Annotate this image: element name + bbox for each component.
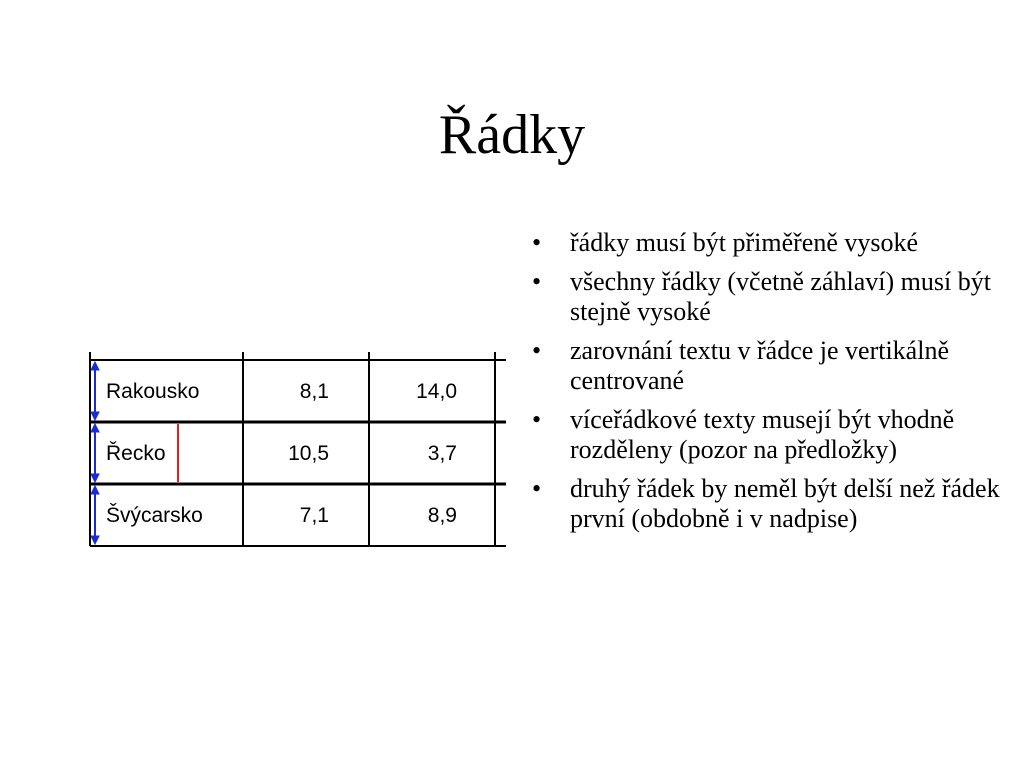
table-cell-country: Řecko bbox=[106, 442, 166, 465]
table-cell-value: 10,5 bbox=[288, 442, 329, 465]
row-height-arrow-icon bbox=[91, 362, 99, 420]
table-cell-country: Švýcarsko bbox=[106, 504, 203, 527]
bullet-text: zarovnání textu v řádce je vertikálně centrované bbox=[570, 336, 949, 395]
table-cell-value: 14,0 bbox=[416, 380, 457, 403]
table-cell-value: 8,1 bbox=[299, 380, 329, 403]
bullet-item bbox=[530, 228, 1010, 258]
bullet-item bbox=[530, 474, 1010, 534]
bullet-dot-icon: • bbox=[532, 474, 542, 503]
table-cell-country: Rakousko bbox=[106, 380, 200, 403]
bullet-list bbox=[530, 228, 1010, 543]
bullet-dot-icon: • bbox=[532, 228, 542, 257]
table-cell-value: 7,1 bbox=[299, 504, 329, 527]
table-cell-value: 8,9 bbox=[427, 504, 457, 527]
row-height-arrow-icon bbox=[91, 486, 99, 544]
bullet-dot-icon: • bbox=[532, 267, 542, 296]
bullet-text: víceřádkové texty musejí být vhodně rozděleny (pozor na předložky) bbox=[570, 405, 955, 464]
bullet-text: druhý řádek by neměl být delší než řádek první (obdobně i v nadpise) bbox=[570, 474, 1000, 533]
table-cell-value: 3,7 bbox=[427, 442, 457, 465]
bullet-item bbox=[530, 336, 1010, 396]
row-height-arrow-icon bbox=[91, 424, 99, 482]
bullet-dot-icon: • bbox=[532, 336, 542, 365]
slide-title: Řádky bbox=[438, 104, 586, 166]
bullet-dot-icon: • bbox=[532, 405, 542, 434]
bullet-text: řádky musí být přiměřeně vysoké bbox=[570, 228, 919, 257]
example-table bbox=[88, 352, 506, 548]
bullet-item bbox=[530, 405, 1010, 465]
bullet-item bbox=[530, 267, 1010, 327]
bullet-text: všechny řádky (včetně záhlaví) musí být stejně vysoké bbox=[570, 267, 991, 326]
